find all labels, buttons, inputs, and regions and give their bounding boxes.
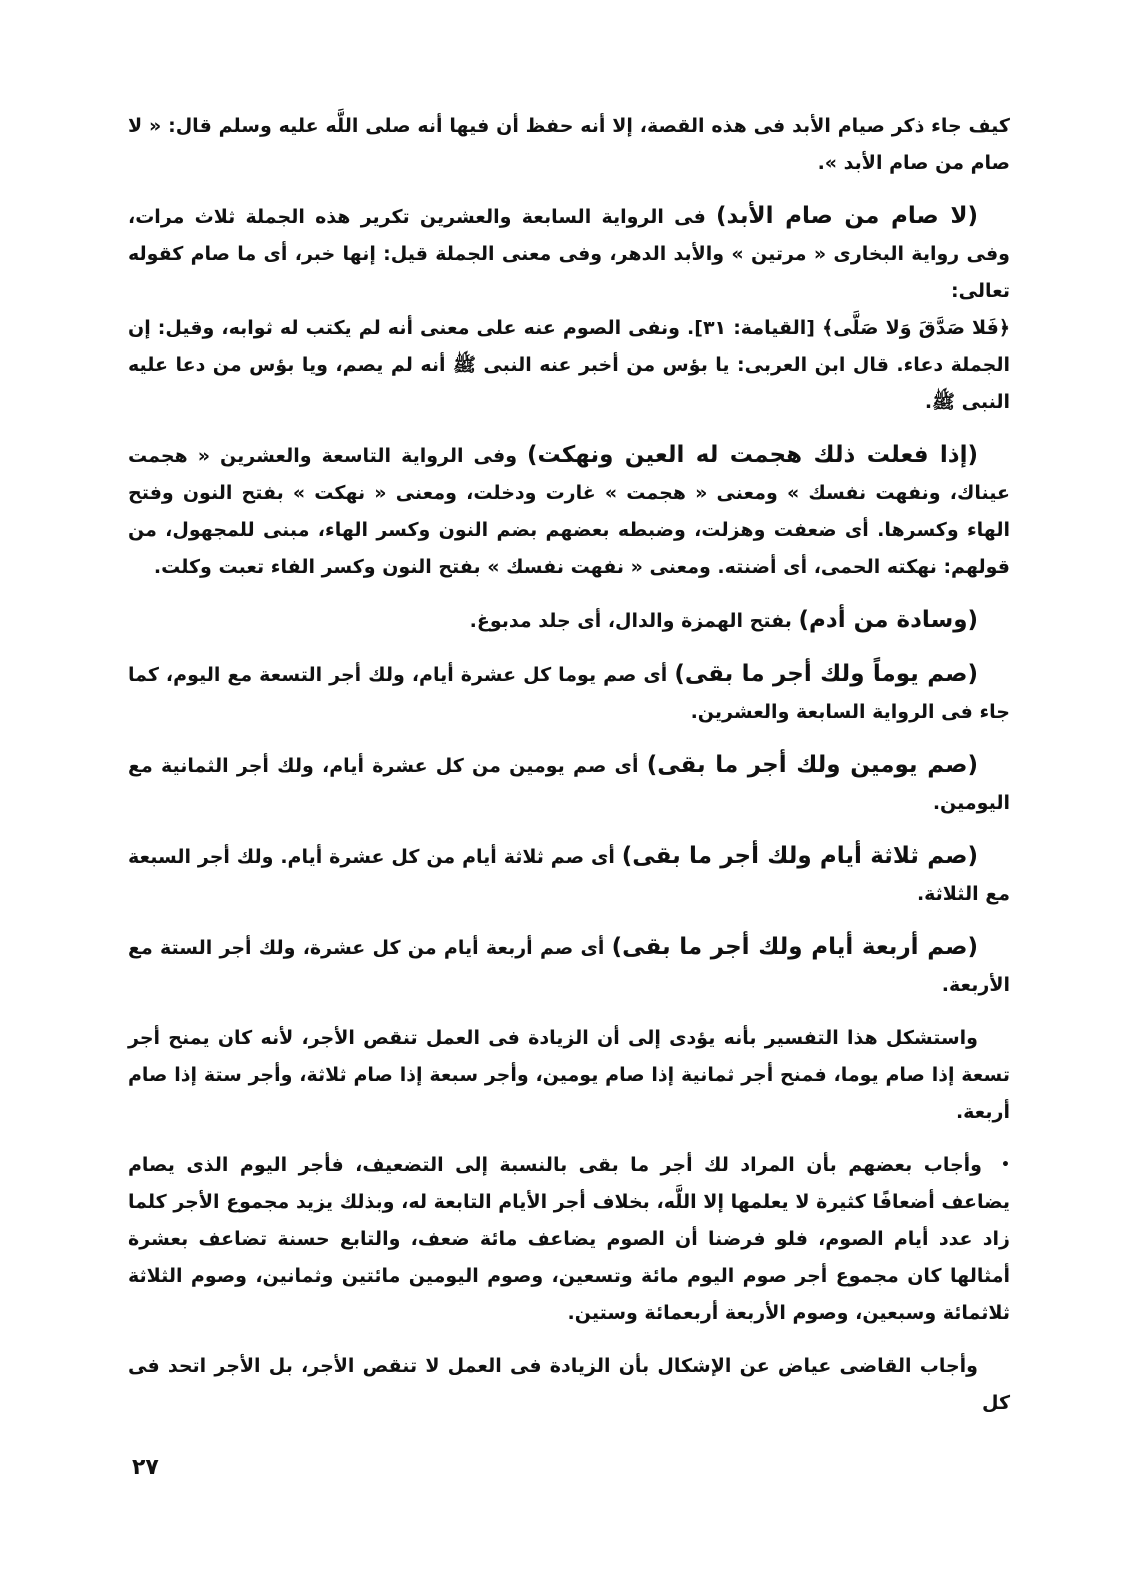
paragraph-2 bbox=[128, 198, 1010, 421]
paragraph-11 bbox=[128, 1348, 1010, 1422]
paragraph-6 bbox=[128, 747, 1010, 822]
paragraph-text: أى صم أربعة أيام من كل عشرة، ولك أجر الستة مع الأربعة. bbox=[128, 937, 1010, 996]
paragraph-10 bbox=[128, 1147, 1010, 1332]
hadith-lemma: (صم ثلاثة أيام ولك أجر ما بقى) bbox=[621, 843, 978, 869]
paragraph-text-continued: [القيامة: ٣١]. ونفى الصوم عنه على معنى أنه لم يكتب له ثوابه، وقيل: إن الجملة دعاء. قال ابن العربى: يا بؤس من أخبر عنه النبى ﷺ أنه لم يصم، ويا بؤس من دعا عليه النبى ﷺ. bbox=[128, 317, 1010, 413]
document-page bbox=[128, 108, 1010, 1438]
hadith-lemma: (إذا فعلت ذلك هجمت له العين ونهكت) bbox=[527, 442, 978, 468]
hadith-lemma: (لا صام من صام الأبد) bbox=[716, 203, 978, 229]
hadith-lemma: (صم أربعة أيام ولك أجر ما بقى) bbox=[611, 934, 978, 960]
paragraph-5 bbox=[128, 656, 1010, 731]
paragraph-3 bbox=[128, 437, 1010, 586]
hadith-lemma: (وسادة من أدم) bbox=[798, 607, 978, 633]
hadith-lemma: (صم يوماً ولك أجر ما بقى) bbox=[674, 661, 978, 687]
paragraph-text: واستشكل هذا التفسير بأنه يؤدى إلى أن الزيادة فى العمل تنقص الأجر، لأنه كان يمنح أجر تسعة إذا صام يوما، فمنح أجر ثمانية إذا صام يومين، وأجر سبعة إذا صام ثلاثة، وأجر ستة إذا صام أربعة. bbox=[128, 1027, 1010, 1123]
paragraph-1 bbox=[128, 108, 1010, 182]
paragraph-4 bbox=[128, 602, 1010, 640]
paragraph-text: أى صم ثلاثة أيام من كل عشرة أيام. ولك أجر السبعة مع الثلاثة. bbox=[128, 846, 1010, 905]
hadith-lemma: (صم يومين ولك أجر ما بقى) bbox=[646, 752, 978, 778]
paragraph-text: وفى الرواية التاسعة والعشرين « هجمت عيناك، ونفهت نفسك » ومعنى « هجمت » غارت ودخلت، ومعنى « نهكت » بفتح النون وفتح الهاء وكسرها. أى ضعفت وهزلت، وضبطه بعضهم بضم النون وكسر الهاء، مبنى للمجهول، من قولهم: نهكته الحمى، أى أضنته. ومعنى « نفهت نفسك » بفتح النون وكسر الفاء تعبت وكلت. bbox=[128, 445, 1010, 578]
paragraph-8 bbox=[128, 929, 1010, 1004]
page-number: ٢٧ bbox=[132, 1455, 159, 1480]
bullet-icon: • bbox=[1001, 1157, 1010, 1173]
paragraph-text: أى صم يومين من كل عشرة أيام، ولك أجر الثمانية مع اليومين. bbox=[128, 755, 1010, 814]
paragraph-text: وأجاب بعضهم بأن المراد لك أجر ما بقى بالنسبة إلى التضعيف، فأجر اليوم الذى يصام يضاعف أضعافًا كثيرة لا يعلمها إلا اللَّه، بخلاف أجر الأيام التابعة له، وبذلك يزيد مجموع الأجر كلما زاد عدد أيام الصوم، فلو فرضنا أن الصوم يضاعف مائة ضعف، والتابع حسنة تضاعف بعشرة أمثالها كان مجموع أجر صوم اليوم مائة وتسعين، وصوم اليومين مائتين وثمانين، وصوم الثلاثة ثلاثمائة وسبعين، وصوم الأربعة أربعمائة وستين. bbox=[128, 1154, 1010, 1324]
paragraph-9 bbox=[128, 1020, 1010, 1131]
paragraph-7 bbox=[128, 838, 1010, 913]
paragraph-text: فى الرواية السابعة والعشرين تكرير هذه الجملة ثلاث مرات، وفى رواية البخارى « مرتين » والأبد الدهر، وفى معنى الجملة قيل: إنها خبر، أى ما صام كقوله تعالى: bbox=[128, 206, 1010, 302]
paragraph-text: كيف جاء ذكر صيام الأبد فى هذه القصة، إلا أنه حفظ أن فيها أنه صلى اللَّه عليه وسلم قال: « لا صام من صام الأبد ». bbox=[128, 115, 1010, 174]
paragraph-text: وأجاب القاضى عياض عن الإشكال بأن الزيادة فى العمل لا تنقص الأجر، بل الأجر اتحد فى كل bbox=[128, 1355, 1010, 1414]
quran-verse: ﴿فَلا صَدَّقَ وَلا صَلَّى﴾ bbox=[822, 317, 1010, 339]
paragraph-text: أى صم يوما كل عشرة أيام، ولك أجر التسعة مع اليوم، كما جاء فى الرواية السابعة والعشرين. bbox=[128, 664, 1010, 723]
paragraph-text: بفتح الهمزة والدال، أى جلد مدبوغ. bbox=[469, 610, 799, 632]
